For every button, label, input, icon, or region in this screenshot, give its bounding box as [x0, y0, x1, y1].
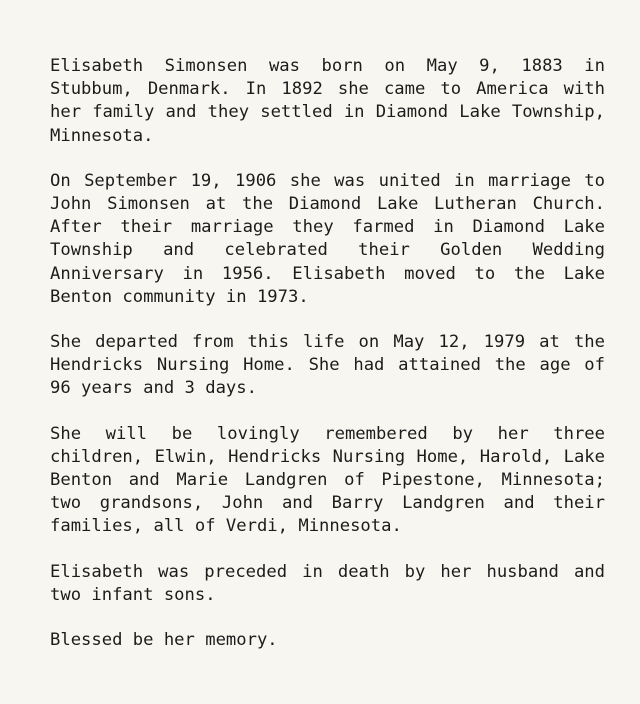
- paragraph-marriage: On September 19, 1906 she was united in marriage to John Simonsen at the Diamond Lake Lutheran Church. After their marriage they farmed in Diamond Lake Township and celebrated their Golden Wedding Anniversary in 1956. Elisabeth moved to the Lake Benton community in 1973.: [50, 170, 605, 307]
- paragraph-preceded: Elisabeth was preceded in death by her husband and two infant sons.: [50, 561, 605, 605]
- paragraph-death: She departed from this life on May 12, 1979 at the Hendricks Nursing Home. She had attained the age of 96 years and 3 days.: [50, 332, 605, 399]
- obituary-text: [50, 55, 605, 652]
- paragraph-survivors: She will be lovingly remembered by her three children, Elwin, Hendricks Nursing Home, Harold, Lake Benton and Marie Landgren of Pipestone, Minnesota; two grandsons, John and Barry Landgren and their families, all of Verdi, Minnesota.: [50, 423, 605, 537]
- paragraph-closing: Blessed be her memory.: [50, 630, 278, 651]
- paragraph-birth: Elisabeth Simonsen was born on May 9, 1883 in Stubbum, Denmark. In 1892 she came to America with her family and they settled in Diamond Lake Township, Minnesota.: [50, 56, 605, 146]
